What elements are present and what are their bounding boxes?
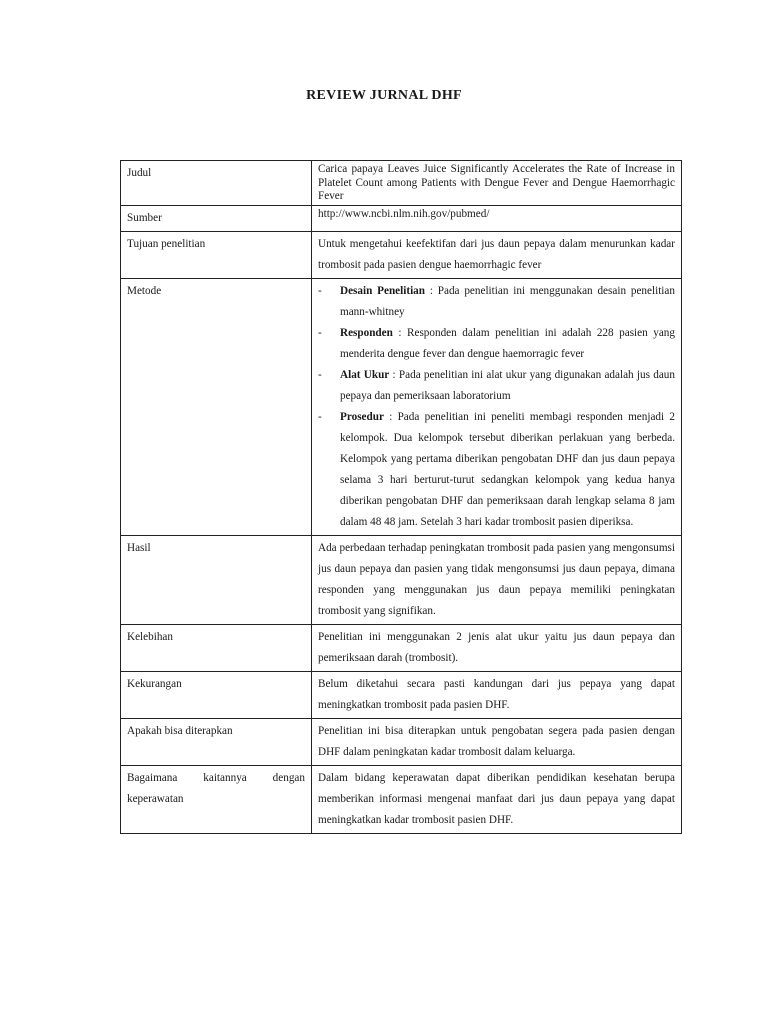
metode-term: Prosedur [340, 410, 384, 423]
table-row-metode [121, 278, 682, 535]
row-value-metode [312, 278, 682, 535]
row-value-bagaimana: Dalam bidang keperawatan dapat diberikan pendidikan kesehatan berupa memberikan informasi mengenai manfaat dari jus daun pepaya yang dapat meningkatkan kadar trombosit pasien DHF. [312, 765, 682, 833]
metode-text: : Responden dalam penelitian ini adalah 228 pasien yang menderita dengue fever dan dengue haemorragic fever [340, 326, 675, 360]
row-value-sumber: http://www.ncbi.nlm.nih.gov/pubmed/ [312, 205, 682, 231]
row-label-sumber: Sumber [121, 205, 312, 231]
bullet-dash: - [318, 284, 322, 297]
row-value-tujuan: Untuk mengetahui keefektifan dari jus daun pepaya dalam menurunkan kadar trombosit pada pasien dengue haemorrhagic fever [312, 231, 682, 278]
metode-item-responden [318, 323, 675, 365]
row-label-tujuan: Tujuan penelitian [121, 231, 312, 278]
row-label-hasil: Hasil [121, 535, 312, 624]
table-row-kelebihan [121, 624, 682, 671]
row-value-kekurangan: Belum diketahui secara pasti kandungan dari jus pepaya yang dapat meningkatkan trombosit pada pasien DHF. [312, 671, 682, 718]
row-label-bagaimana: Bagaimana kaitannya dengan keperawatan [121, 765, 312, 833]
bullet-dash: - [318, 368, 322, 381]
row-value-judul: Carica papaya Leaves Juice Significantly Accelerates the Rate of Increase in Platelet Count among Patients with Dengue Fever and Dengue Haemorrhagic Fever [312, 161, 682, 206]
metode-text: : Pada penelitian ini peneliti membagi responden menjadi 2 kelompok. Dua kelompok tersebut diberikan perlakuan yang berbeda. Kelompok yang pertama diberikan pengobatan DHF dan jus daun pepaya selama 3 hari berturut-turut sedangkan kelompok yang kedua hanya diberikan pengobatan DHF dan pemeriksaan darah lengkap selama 8 jam dalam 48 48 jam. Setelah 3 hari kadar trombosit pasien diperiksa. [340, 410, 675, 528]
table-row-kekurangan [121, 671, 682, 718]
row-label-metode: Metode [121, 278, 312, 535]
metode-item-alat-ukur [318, 365, 675, 407]
row-label-kelebihan: Kelebihan [121, 624, 312, 671]
table-row-sumber [121, 205, 682, 231]
table-row-tujuan [121, 231, 682, 278]
metode-item-prosedur [318, 407, 675, 533]
metode-text: : Pada penelitian ini menggunakan desain penelitian mann-whitney [340, 284, 675, 318]
row-value-hasil: Ada perbedaan terhadap peningkatan trombosit pada pasien yang mengonsumsi jus daun pepaya dan pasien yang tidak mengonsumsi jus daun pepaya, dimana responden yang menggunakan jus daun pepaya memiliki peningkatan trombosit yang signifikan. [312, 535, 682, 624]
bullet-dash: - [318, 410, 322, 423]
metode-text: : Pada penelitian ini alat ukur yang digunakan adalah jus daun pepaya dan pemeriksaan laboratorium [340, 368, 675, 402]
row-value-apakah: Penelitian ini bisa diterapkan untuk pengobatan segera pada pasien dengan DHF dalam peningkatan kadar trombosit dalam keluarga. [312, 718, 682, 765]
metode-term: Desain Penelitian [340, 284, 425, 297]
document-title: REVIEW JURNAL DHF [306, 88, 462, 103]
row-label-judul: Judul [121, 161, 312, 206]
row-label-apakah: Apakah bisa diterapkan [121, 718, 312, 765]
table-row-apakah [121, 718, 682, 765]
metode-term: Alat Ukur [340, 368, 390, 381]
metode-item-desain [318, 281, 675, 323]
table-row-judul [121, 161, 682, 206]
table-row-bagaimana [121, 765, 682, 833]
table-row-hasil [121, 535, 682, 624]
review-table [120, 160, 682, 834]
metode-list [318, 281, 675, 533]
metode-term: Responden [340, 326, 393, 339]
bullet-dash: - [318, 326, 322, 339]
row-label-kekurangan: Kekurangan [121, 671, 312, 718]
row-value-kelebihan: Penelitian ini menggunakan 2 jenis alat ukur yaitu jus daun pepaya dan pemeriksaan darah (trombosit). [312, 624, 682, 671]
